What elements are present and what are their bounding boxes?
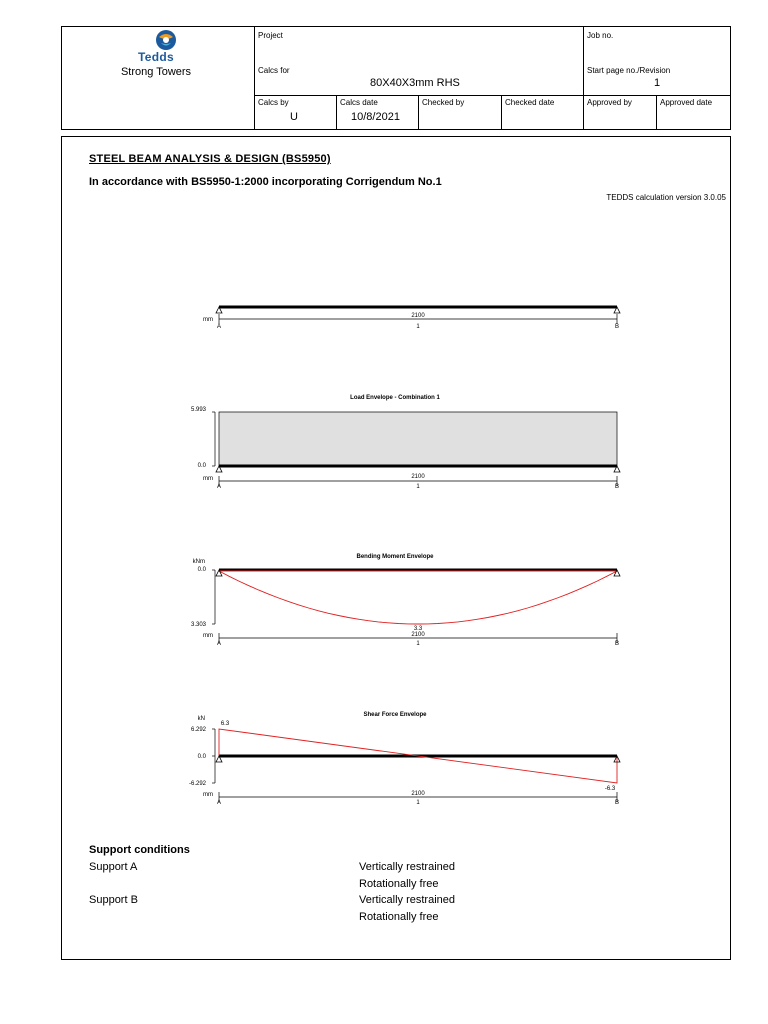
beam-geometry (203, 307, 620, 330)
span-number: 1 (416, 641, 420, 647)
y-tick-label: -6.292 (188, 781, 206, 787)
support-a-label: A (216, 800, 222, 806)
calcs-for-value: 80X40X3mm RHS (370, 77, 460, 89)
span-length: 2100 (411, 791, 425, 797)
y-tick-label: 0.0 (197, 567, 206, 573)
calcs-date-value: 10/8/2021 (351, 111, 400, 123)
logo-text: Tedds (138, 50, 174, 64)
calcs-date-label: Calcs date (340, 98, 378, 107)
support-row-value: Rotationally free (359, 911, 439, 923)
span-number: 1 (416, 324, 420, 330)
checked-date-label: Checked date (505, 98, 555, 107)
page-title: STEEL BEAM ANALYSIS & DESIGN (BS5950) (89, 153, 331, 165)
support-conditions-title: Support conditions (89, 844, 190, 856)
support-a-label: A (216, 484, 222, 490)
y-tick-label: 0.0 (197, 754, 206, 760)
support-a-label: A (216, 324, 222, 330)
start-page-label: Start page no./Revision (587, 66, 671, 75)
chart-title: Bending Moment Envelope (356, 554, 434, 560)
span-number: 1 (416, 800, 420, 806)
unit-label: mm (203, 633, 213, 639)
start-page-value: 1 (654, 77, 661, 89)
unit-label: mm (203, 476, 213, 482)
y-tick-label: 0.0 (197, 463, 206, 469)
data-label: 6.3 (220, 721, 230, 727)
version-note: TEDDS calculation version 3.0.05 (606, 193, 726, 202)
shear-force-chart (189, 712, 620, 806)
bending-moment-chart (191, 554, 620, 647)
data-label: -6.3 (604, 786, 616, 792)
span-length: 2100 (411, 632, 425, 638)
y-tick-label: 5.993 (190, 407, 206, 413)
calcs-for-label: Calcs for (258, 66, 290, 75)
y-tick-label: 3.303 (190, 622, 206, 628)
support-row-value: Vertically restrained (359, 894, 455, 906)
company-name: Strong Towers (120, 66, 192, 78)
chart-title: Shear Force Envelope (363, 712, 427, 718)
span-length: 2100 (411, 313, 425, 319)
checked-by-label: Checked by (422, 98, 465, 107)
chart-title: Load Envelope - Combination 1 (350, 395, 440, 401)
support-a-label: A (216, 641, 222, 647)
support-row-label: Support B (89, 894, 138, 906)
y-axis-label: kN (197, 716, 205, 722)
support-row-value: Rotationally free (359, 878, 439, 890)
approved-date-label: Approved date (660, 98, 713, 107)
support-b-label: B (614, 324, 620, 330)
calcs-by-value: U (290, 111, 298, 123)
y-axis-label: kNm (192, 559, 205, 565)
job-no-label: Job no. (587, 31, 614, 40)
calcs-by-label: Calcs by (258, 98, 289, 107)
support-row-label: Support A (89, 861, 138, 873)
support-b-label: B (614, 484, 620, 490)
load-area (219, 412, 617, 466)
support-b-label: B (614, 641, 620, 647)
project-label: Project (258, 31, 283, 40)
bending-moment-curve (219, 571, 617, 624)
data-label: 3.3 (413, 626, 423, 632)
support-row-value: Vertically restrained (359, 861, 455, 873)
unit-label: mm (203, 317, 213, 323)
unit-label: mm (203, 792, 213, 798)
span-length: 2100 (411, 474, 425, 480)
load-envelope-chart (191, 395, 620, 490)
y-tick-label: 6.292 (190, 727, 206, 733)
approved-by-label: Approved by (587, 98, 632, 107)
page-subtitle: In accordance with BS5950-1:2000 incorporating Corrigendum No.1 (89, 176, 442, 188)
support-b-label: B (614, 800, 620, 806)
span-number: 1 (416, 484, 420, 490)
